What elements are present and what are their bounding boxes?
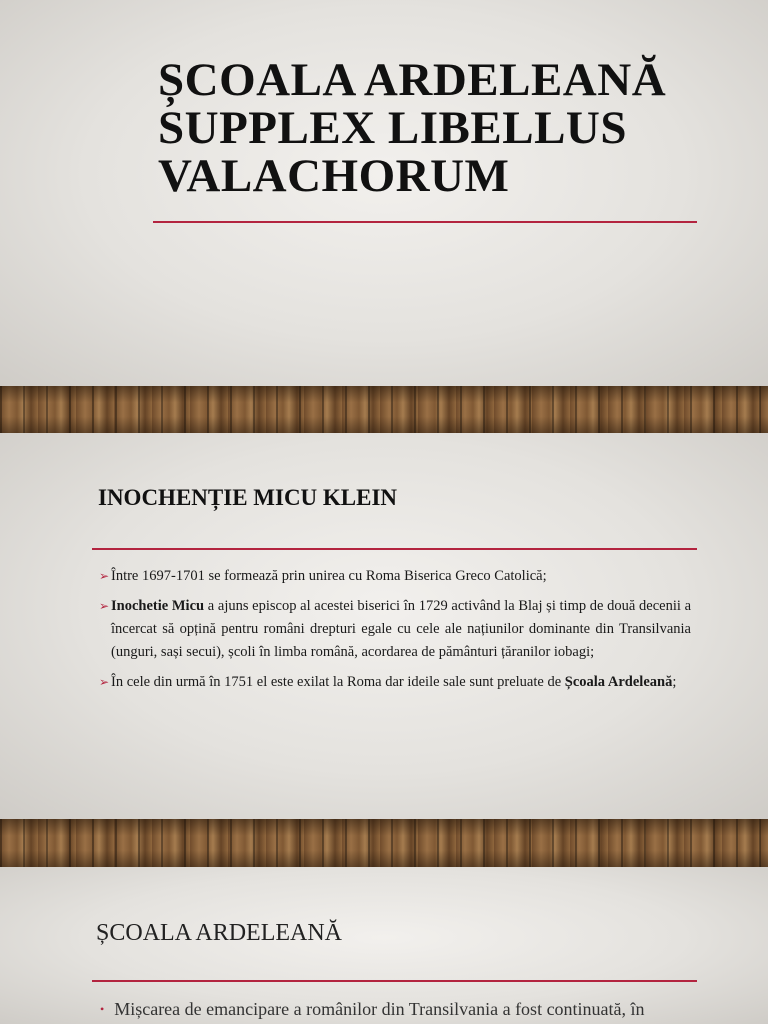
slide2-heading: INOCHENȚIE MICU KLEIN: [98, 485, 398, 510]
wood-floor-band: [0, 386, 768, 433]
arrowhead-icon: ➢: [99, 599, 110, 613]
bullet-1-text: Între 1697-1701 se formează prin unirea cu Roma Biserica Greco Catolică;: [111, 568, 547, 584]
bullet-2-text: a ajuns episcop al acestei biserici în 1729 activând la Blaj și timp de două decenii a încercat să opțină pentru români drepturi egale cu cele ale națiunilor dominante din Transilvania (unguri, sași secui), școli în limba română, acordarea de pământuri țăranilor iobagi;: [111, 598, 692, 660]
slide3-heading: ȘCOALA ARDELEANĂ: [96, 920, 343, 946]
list-item: [99, 565, 691, 588]
slide-title: [0, 0, 768, 386]
arrowhead-icon: ➢: [99, 569, 110, 583]
bullet-3-bold: Școala Ardeleană: [564, 674, 673, 690]
list-item: [99, 595, 691, 664]
list-item: [100, 997, 720, 1021]
round-bullet-icon: •: [100, 1002, 105, 1016]
slide-scoala: [0, 867, 768, 1024]
slide3-divider: [92, 980, 697, 982]
arrowhead-icon: ➢: [99, 675, 110, 689]
list-item: [99, 671, 691, 694]
slide3-bullet-text: Mișcarea de emancipare a românilor din Transilvania a fost continuată, în: [114, 999, 645, 1019]
wood-floor-band: [0, 819, 768, 867]
bullet-2-bold: Inochetie Micu: [111, 598, 205, 614]
bullet-3-tail: ;: [672, 674, 677, 690]
slide-title-heading: [158, 56, 718, 200]
title-line-1: ȘCOALA ARDELEANĂ: [158, 54, 667, 106]
slide2-bullet-list: [99, 565, 691, 701]
slide-inochentie: [0, 433, 768, 819]
title-line-3: VALACHORUM: [158, 150, 510, 202]
bullet-3-text: În cele din urmă în 1751 el este exilat la Roma dar ideile sale sunt preluate de: [111, 674, 565, 690]
title-line-2: SUPPLEX LIBELLUS: [158, 102, 628, 154]
title-divider: [153, 221, 697, 223]
slide2-divider: [92, 548, 697, 550]
